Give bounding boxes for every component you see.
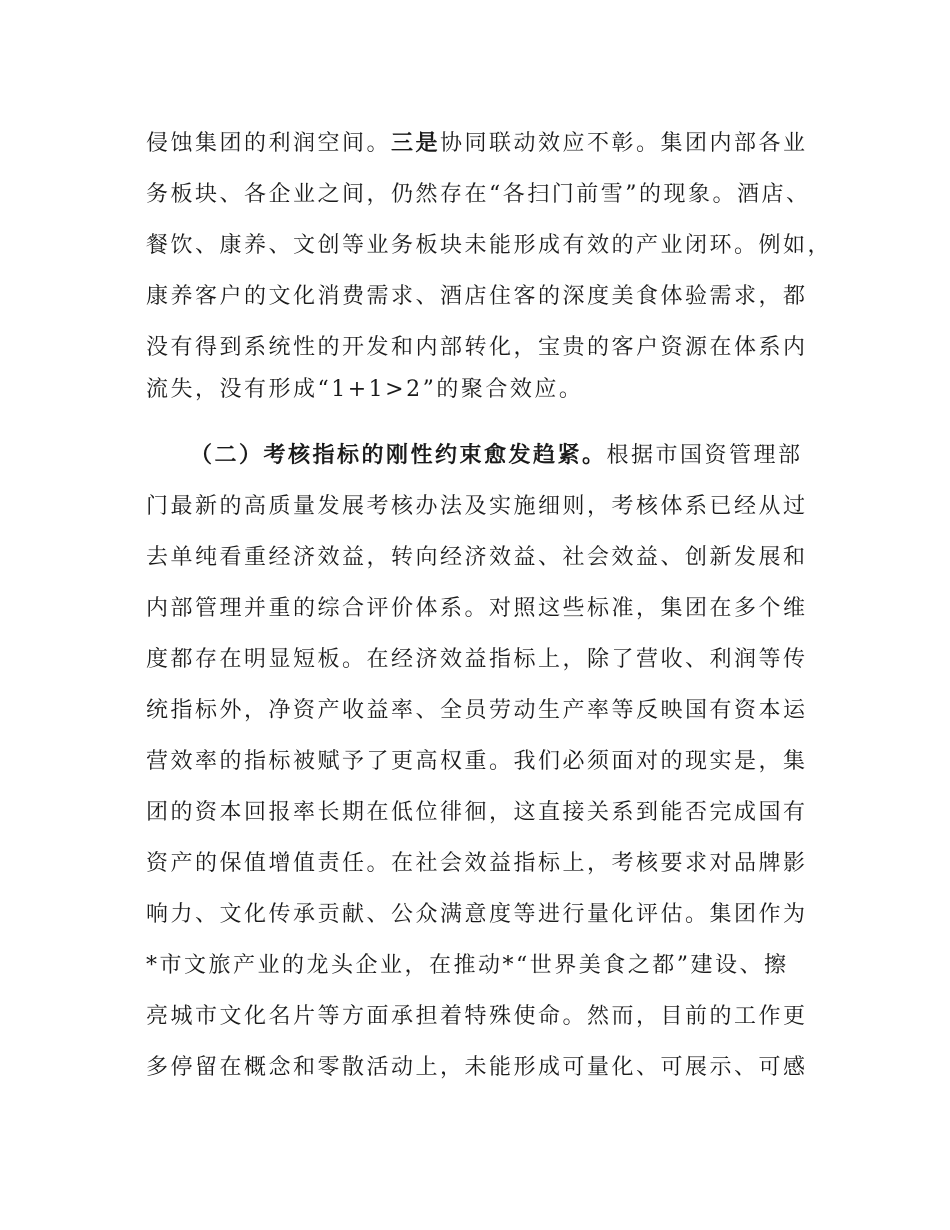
paragraph-line: 亮城市文化名片等方面承担着特殊使命。然而，目前的工作更: [146, 1004, 808, 1029]
paragraph-line: 门最新的高质量发展考核办法及实施细则，考核体系已经从过: [146, 494, 808, 519]
bold-keyword: 三是: [391, 131, 441, 156]
paragraph-line: 统指标外，净资产收益率、全员劳动生产率等反映国有资本运: [146, 698, 808, 723]
paragraph-line: 团的资本回报率长期在低位徘徊，这直接关系到能否完成国有: [146, 800, 808, 825]
paragraph-line: 餐饮、康养、文创等业务板块未能形成有效的产业闭环。例如，: [146, 233, 833, 258]
paragraph-line: 务板块、各企业之间，仍然存在“各扫门前雪”的现象。酒店、: [146, 182, 811, 207]
paragraph-line: 营效率的指标被赋予了更高权重。我们必须面对的现实是，集: [146, 749, 808, 774]
line-text: 侵蚀集团的利润空间。: [146, 131, 392, 156]
section-heading: （二）考核指标的刚性约束愈发趋紧。: [190, 443, 607, 468]
line-text: 协同联动效应不彰。集团内部各业: [440, 131, 808, 156]
line-text: 根据市国资管理部: [606, 443, 803, 468]
paragraph-line: 去单纯看重经济效益，转向经济效益、社会效益、创新发展和: [146, 545, 808, 570]
paragraph-line: 康养客户的文化消费需求、酒店住客的深度美食体验需求，都: [146, 284, 808, 309]
paragraph-line: 响力、文化传承贡献、公众满意度等进行量化评估。集团作为: [146, 902, 808, 927]
paragraph-line: 流失，没有形成“1+1>2”的聚合效应。: [146, 377, 584, 402]
paragraph-line: 资产的保值增值责任。在社会效益指标上，考核要求对品牌影: [146, 851, 808, 876]
paragraph-line: 没有得到系统性的开发和内部转化，宝贵的客户资源在体系内: [146, 335, 808, 360]
paragraph-line: 多停留在概念和零散活动上，未能形成可量化、可展示、可感: [146, 1055, 808, 1080]
paragraph-line: *市文旅产业的龙头企业，在推动*“世界美食之都”建设、擦: [146, 953, 789, 978]
paragraph-line: 内部管理并重的综合评价体系。对照这些标准，集团在多个维: [146, 596, 808, 621]
section-heading-line: [190, 440, 803, 472]
paragraph-line: 度都存在明显短板。在经济效益指标上，除了营收、利润等传: [146, 647, 808, 672]
paragraph-line: [146, 128, 808, 160]
